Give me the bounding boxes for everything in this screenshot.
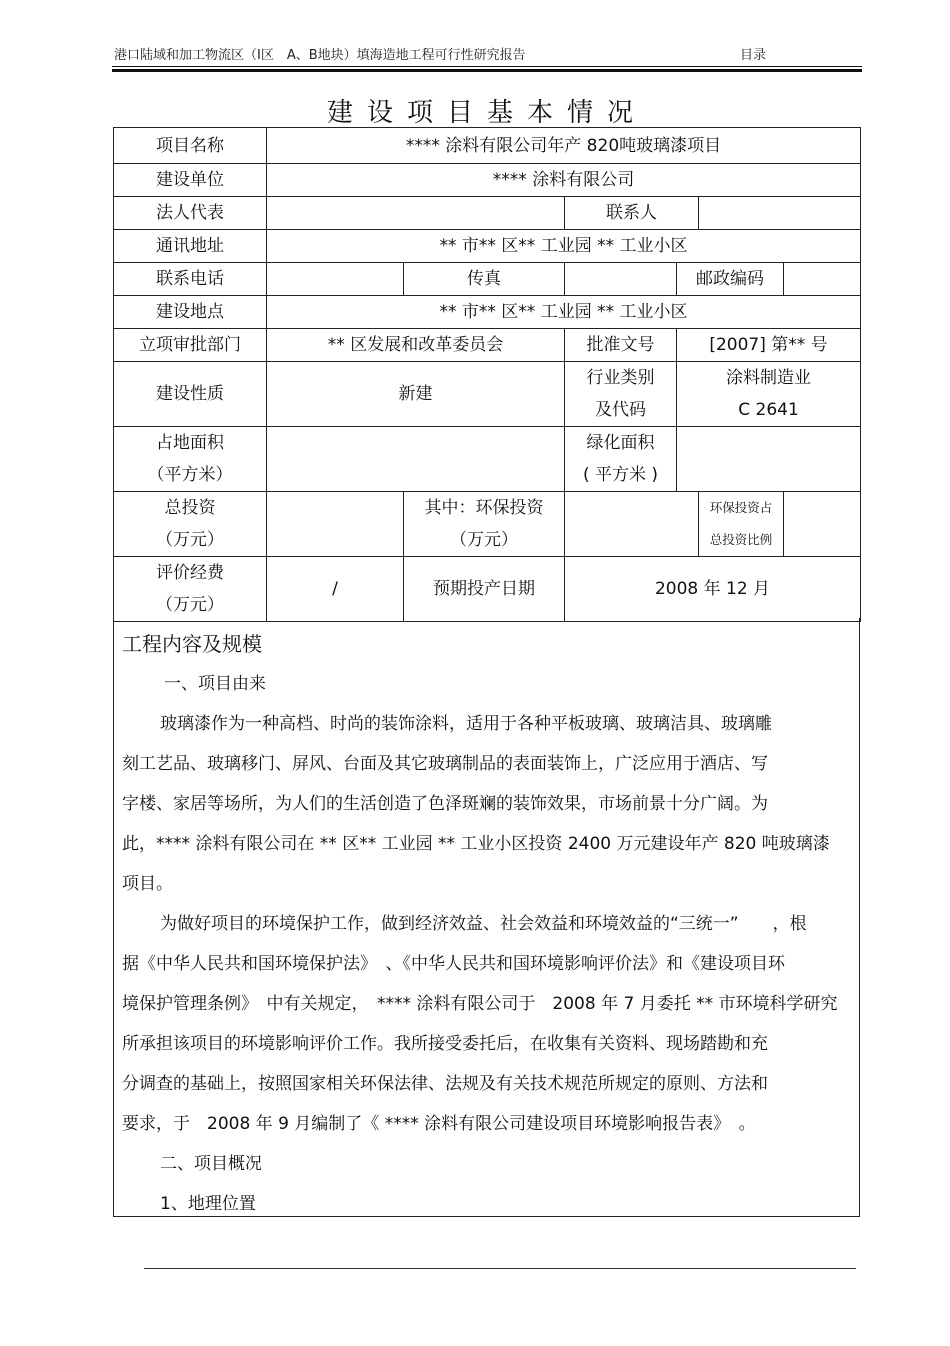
- fax-label: 传真: [404, 263, 565, 296]
- location-value: ** 市** 区** 工业园 ** 工业小区: [267, 296, 861, 329]
- env-investment-label-line2: （万元）: [450, 530, 518, 550]
- paragraph-line: 项目。: [122, 874, 173, 894]
- paragraph-line: 此，**** 涂料有限公司在 ** 区** 工业园 ** 工业小区投资 2400 万元建设年产 820 吨玻璃漆: [122, 834, 830, 854]
- header-divider-thin: [112, 66, 862, 67]
- fax-value: [565, 263, 677, 296]
- heading-geographic-location: 1、地理位置: [160, 1194, 256, 1214]
- phone-value: [267, 263, 404, 296]
- contact-person-value: [699, 197, 861, 230]
- header-divider-thick: [112, 69, 862, 72]
- total-investment-label-line1: 总投资: [164, 498, 216, 518]
- paragraph-line: 刻工艺品、玻璃移门、屏风、台面及其它玻璃制品的表面装饰上，广泛应用于酒店、写: [122, 754, 768, 774]
- row-land-area: [114, 427, 861, 492]
- production-date-value: 2008 年 12 月: [565, 557, 861, 622]
- row-legal-rep: [114, 197, 861, 230]
- industry-code-label-line1: 行业类别: [586, 368, 655, 388]
- row-address: [114, 230, 861, 263]
- evaluation-fee-label-line2: （万元）: [156, 595, 224, 615]
- location-label: 建设地点: [114, 296, 267, 329]
- row-project-name: [114, 128, 861, 164]
- row-evaluation-fee: [114, 557, 861, 622]
- green-area-label: [565, 427, 677, 492]
- paragraph-line: 字楼、家居等场所，为人们的生活创造了色泽斑斓的装饰效果，市场前景十分广阔。为: [122, 794, 768, 814]
- total-investment-label: [114, 492, 267, 557]
- postcode-label: 邮政编码: [677, 263, 784, 296]
- land-area-label-line1: 占地面积: [156, 433, 224, 453]
- header-section-label: 目录: [740, 48, 767, 63]
- green-area-label-line2: ( 平方米 ): [582, 465, 659, 485]
- evaluation-fee-label-line1: 评价经费: [156, 563, 224, 583]
- project-info-table: [113, 127, 861, 622]
- production-date-label: 预期投产日期: [404, 557, 565, 622]
- evaluation-fee-value: /: [267, 557, 404, 622]
- paragraph-line: 分调查的基础上，按照国家相关环保法律、法规及有关技术规范所规定的原则、方法和: [122, 1074, 768, 1094]
- paragraph-line: 为做好项目的环境保护工作，做到经济效益、社会效益和环境效益的“三统一” ，根: [160, 914, 807, 934]
- row-builder: [114, 164, 861, 197]
- paragraph-line: 所承担该项目的环境影响评价工作。我所接受委托后，在收集有关资料、现场踏勘和充: [122, 1034, 768, 1054]
- paragraph-line: 境保护管理条例》 中有关规定， **** 涂料有限公司于 2008 年 7 月委托 ** 市环境科学研究: [122, 994, 838, 1014]
- project-content-section: [113, 618, 860, 1217]
- row-construction-nature: [114, 362, 861, 427]
- industry-code-value-line1: 涂料制造业: [726, 368, 811, 388]
- industry-code-value: [677, 362, 861, 427]
- address-value: ** 市** 区** 工业园 ** 工业小区: [267, 230, 861, 263]
- heading-project-overview: 二、项目概况: [160, 1154, 262, 1174]
- builder-label: 建设单位: [114, 164, 267, 197]
- page-title: 建设项目基本情况: [326, 98, 647, 128]
- approval-no-label: 批准文号: [565, 329, 677, 362]
- total-investment-value: [267, 492, 404, 557]
- green-area-value: [677, 427, 861, 492]
- section-title: 工程内容及规模: [122, 632, 262, 656]
- env-investment-ratio-value: [784, 492, 861, 557]
- header-report-title: 港口陆域和加工物流区（Ⅰ区 A、B地块）填海造地工程可行性研究报告: [114, 48, 526, 63]
- row-approval-dept: [114, 329, 861, 362]
- env-investment-ratio-label-line1: 环保投资占: [709, 500, 773, 515]
- env-investment-label: [404, 492, 565, 557]
- construction-nature-value: 新建: [267, 362, 565, 427]
- project-name-value: **** 涂料有限公司年产 820吨玻璃漆项目: [267, 128, 861, 164]
- env-investment-value: [565, 492, 699, 557]
- industry-code-label-line2: 及代码: [595, 400, 646, 420]
- green-area-label-line1: 绿化面积: [586, 433, 655, 453]
- postcode-value: [784, 263, 861, 296]
- row-location: [114, 296, 861, 329]
- construction-nature-label: 建设性质: [114, 362, 267, 427]
- land-area-value: [267, 427, 565, 492]
- paragraph-line: 要求，于 2008 年 9 月编制了《 **** 涂料有限公司建设项目环境影响报告表》 。: [122, 1114, 756, 1134]
- approval-dept-value: ** 区发展和改革委员会: [267, 329, 565, 362]
- legal-rep-label: 法人代表: [114, 197, 267, 230]
- contact-person-label: 联系人: [565, 197, 699, 230]
- row-phone: [114, 263, 861, 296]
- env-investment-ratio-label-line2: 总投资比例: [709, 532, 773, 547]
- approval-dept-label: 立项审批部门: [114, 329, 267, 362]
- project-name-label: 项目名称: [114, 128, 267, 164]
- phone-label: 联系电话: [114, 263, 267, 296]
- industry-code-value-line2: C 2641: [738, 400, 799, 420]
- land-area-label: [114, 427, 267, 492]
- row-total-investment: [114, 492, 861, 557]
- env-investment-label-line1: 其中：环保投资: [424, 498, 544, 518]
- paragraph-line: 据《中华人民共和国环境保护法》 、《中华人民共和国环境影响评价法》和《建设项目环: [122, 954, 785, 974]
- total-investment-label-line2: （万元）: [156, 530, 224, 550]
- legal-rep-value: [267, 197, 565, 230]
- env-investment-ratio-label: [699, 492, 784, 557]
- footer-divider: [144, 1268, 856, 1269]
- approval-no-value: [2007] 第** 号: [677, 329, 861, 362]
- paragraph-line: 玻璃漆作为一种高档、时尚的装饰涂料，适用于各种平板玻璃、玻璃洁具、玻璃雕: [160, 714, 772, 734]
- land-area-label-line2: （平方米）: [147, 465, 233, 485]
- heading-project-origin: 一、项目由来: [164, 674, 266, 694]
- builder-value: **** 涂料有限公司: [267, 164, 861, 197]
- evaluation-fee-label: [114, 557, 267, 622]
- address-label: 通讯地址: [114, 230, 267, 263]
- industry-code-label: [565, 362, 677, 427]
